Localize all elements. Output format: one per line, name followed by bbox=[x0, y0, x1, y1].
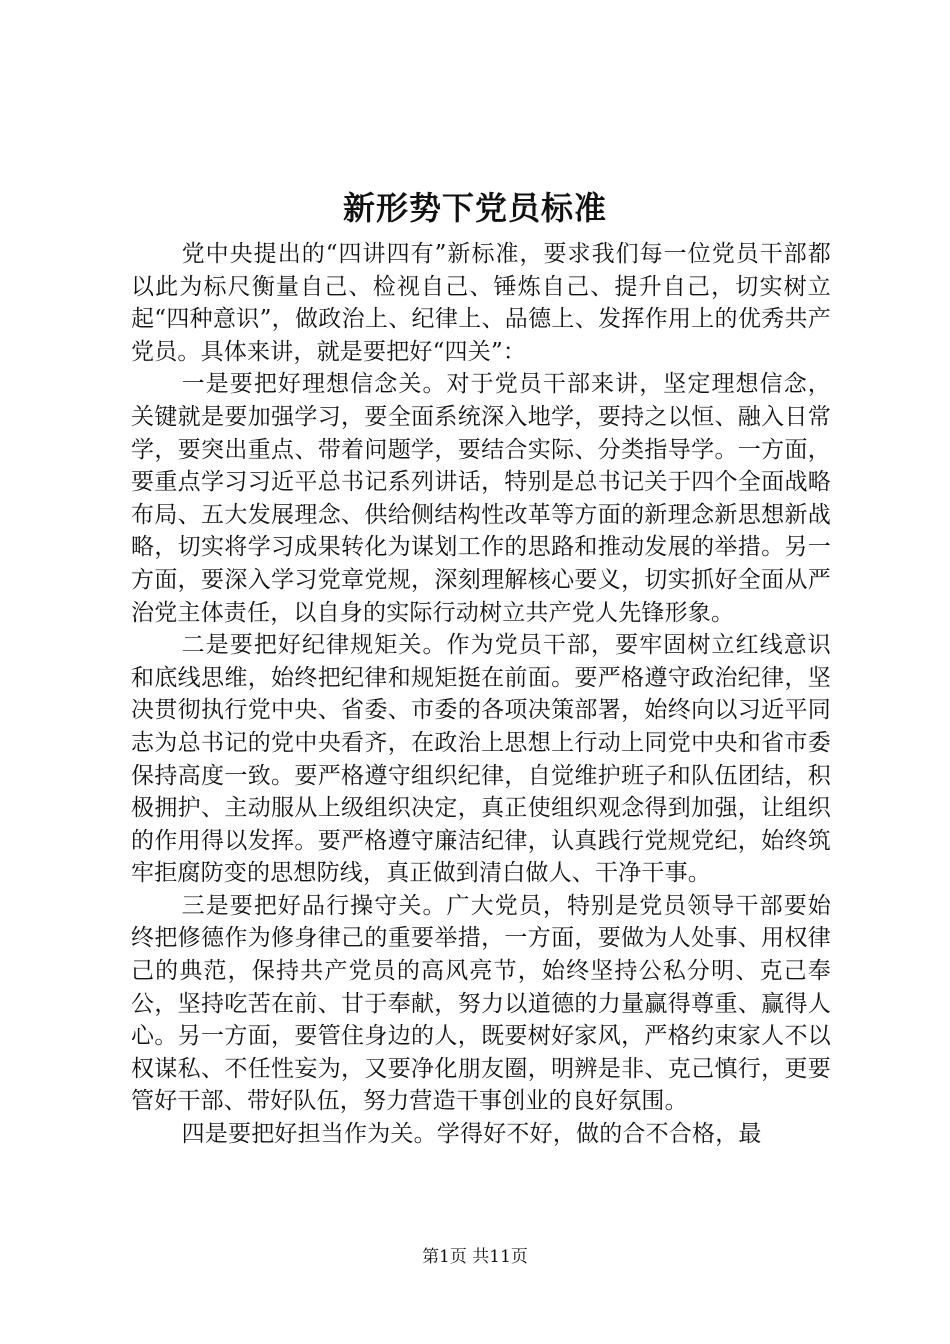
document-title: 新形势下党员标准 bbox=[342, 189, 607, 227]
paragraph-responsibility: 四是要把好担当作为关。学得好不好，做的合不合格，最 bbox=[181, 1121, 762, 1148]
paragraph-discipline-rules: 二是要把好纪律规矩关。作为党员干部，要牢固树立红线意识和底线思维，始终把纪律和规矩挺在前面。要严格遵守政治纪律，坚决贯彻执行党中央、省委、市委的各项决策部署，始终向以习近平同志为总书记的党中央看齐，在政治上思想上行动上同党中央和省市委保持高度一致。要严格遵守组织纪律，自觉维护班子和队伍团结，积极拥护、主动服从上级组织决定，真正使组织观念得到加强，让组织的作用得以发挥。要严格遵守廉洁纪律，认真践行党规党纪，始终筑牢拒腐防变的思想防线，真正做到清白做人、干净干事。 bbox=[131, 632, 831, 887]
document-body bbox=[131, 238, 831, 1151]
paragraph-ideals-faith: 一是要把好理想信念关。对于党员干部来讲，坚定理想信念，关键就是要加强学习，要全面系统深入地学，要持之以恒、融入日常学，要突出重点、带着问题学，要结合实际、分类指导学。一方面，要重点学习习近平总书记系列讲话，特别是总书记关于四个全面战略布局、五大发展理念、供给侧结构性改革等方面的新理念新思想新战略，切实将学习成果转化为谋划工作的思路和推动发展的举措。另一方面，要深入学习党章党规，深刻理解核心要义，切实抓好全面从严治党主体责任，以自身的实际行动树立共产党人先锋形象。 bbox=[131, 371, 831, 626]
page-number-footer: 第1页 共11页 bbox=[422, 1247, 528, 1267]
paragraph-conduct-integrity: 三是要把好品行操守关。广大党员，特别是党员领导干部要始终把修德作为修身律己的重要举措，一方面，要做为人处事、用权律己的典范，保持共产党员的高风亮节，始终坚持公私分明、克己奉公，坚持吃苦在前、甘于奉献，努力以道德的力量赢得尊重、赢得人心。另一方面，要管住身边的人，既要树好家风，严格约束家人不以权谋私、不任性妄为，又要净化朋友圈，明辨是非、克己慎行，更要管好干部、带好队伍，努力营造干事创业的良好氛围。 bbox=[131, 892, 831, 1115]
paragraph-intro: 党中央提出的“四讲四有”新标准，要求我们每一位党员干部都以此为标尺衡量自己、检视自己、锤炼自己、提升自己，切实树立起“四种意识”，做政治上、纪律上、品德上、发挥作用上的优秀共产党员。具体来讲，就是要把好“四关”： bbox=[131, 241, 831, 365]
